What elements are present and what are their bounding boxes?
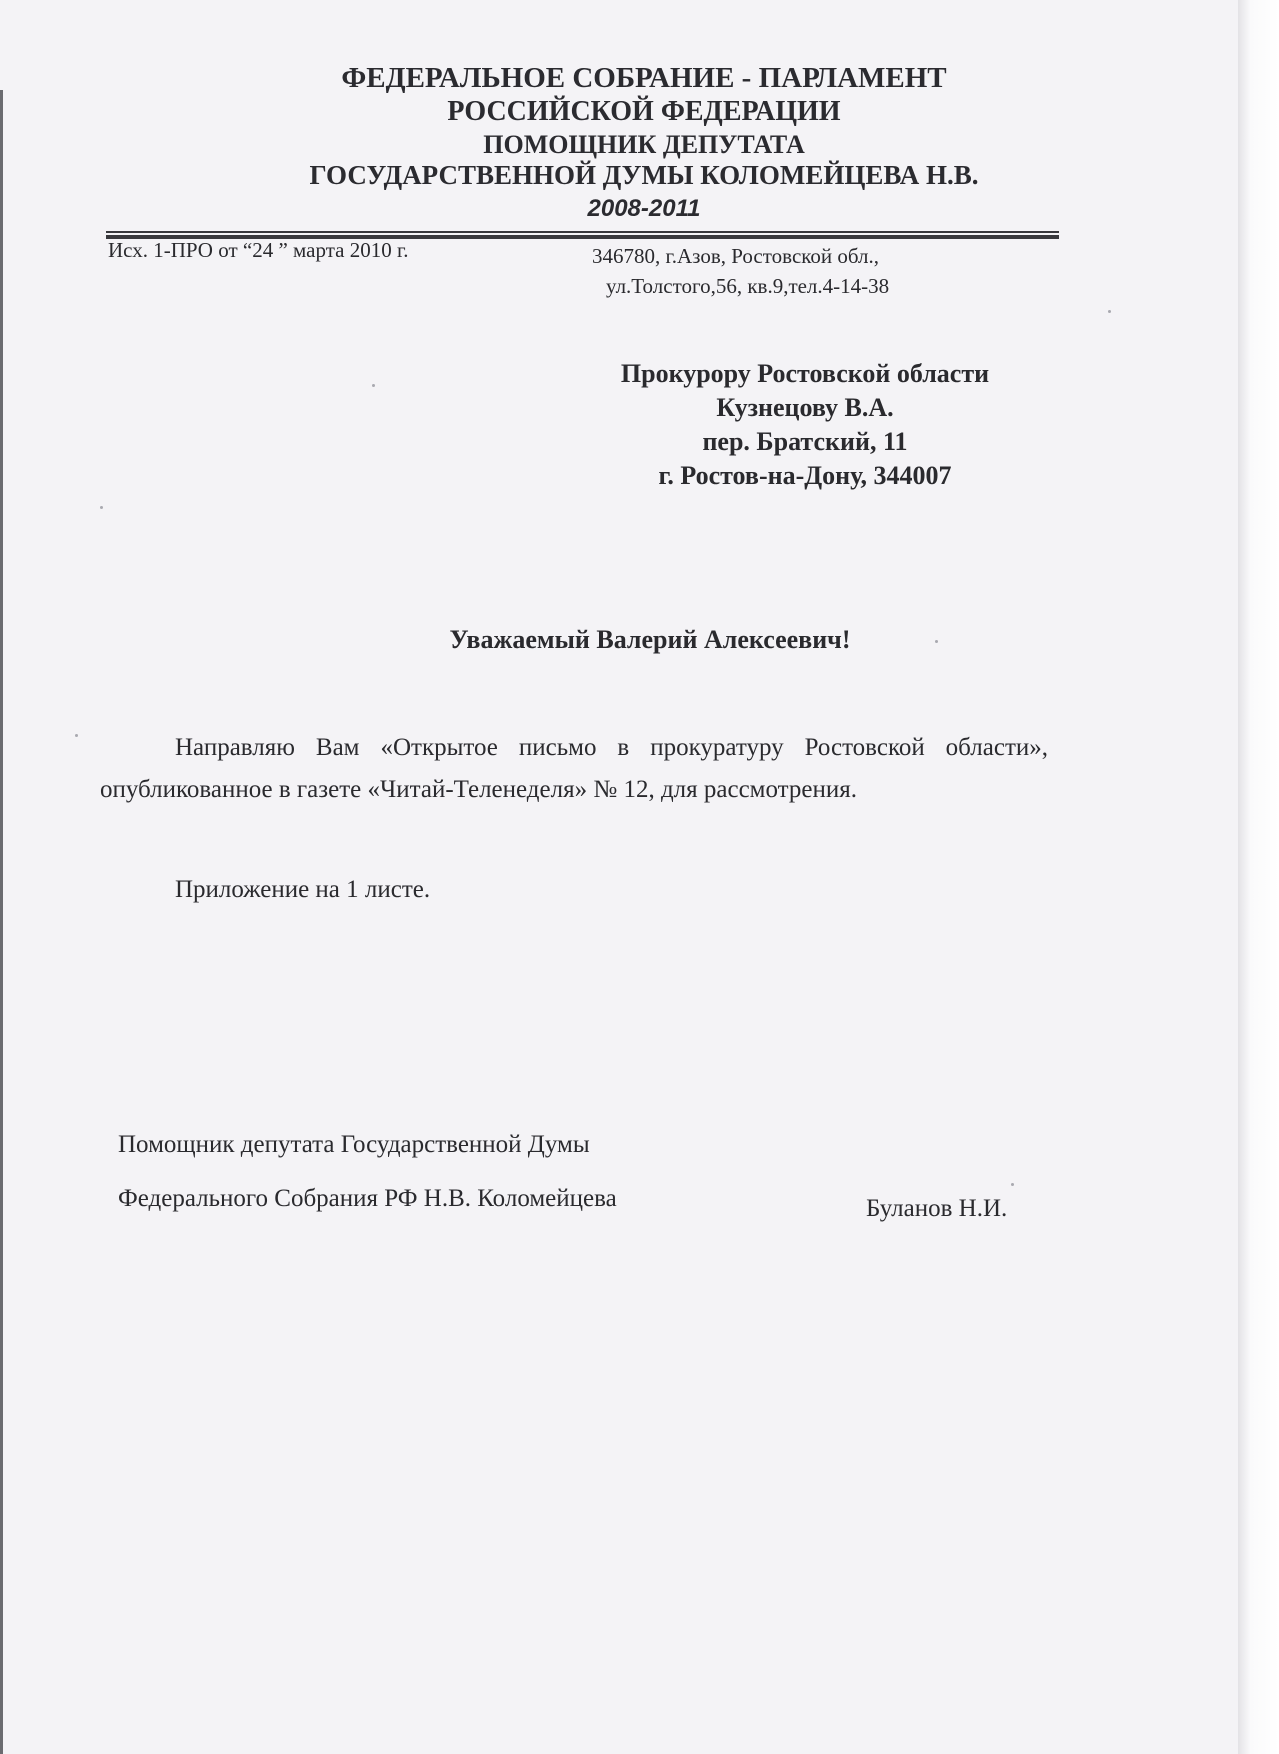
scan-speck	[935, 640, 938, 643]
recipient-line-1: Прокурору Ростовской области	[620, 359, 990, 388]
recipient-block	[580, 357, 1030, 493]
recipient-line-3: пер. Братский, 11	[702, 427, 908, 456]
scan-speck	[1011, 1183, 1014, 1186]
scan-speck	[75, 734, 78, 737]
scan-edge-shadow	[0, 90, 3, 1754]
header-line-2: РОССИЙСКОЙ ФЕДЕРАЦИИ	[447, 96, 841, 127]
header-line-1: ФЕДЕРАЛЬНОЕ СОБРАНИЕ - ПАРЛАМЕНТ	[341, 62, 947, 94]
recipient-line-2: Кузнецову В.А.	[716, 393, 894, 422]
scan-speck	[1108, 310, 1111, 313]
recipient-line-4: г. Ростов-на-Дону, 344007	[658, 461, 952, 490]
signer-name: Буланов Н.И.	[866, 1195, 1008, 1222]
signer-position-line-2: Федерального Собрания РФ Н.В. Коломейцева	[118, 1185, 617, 1212]
sender-address-line-1: 346780, г.Азов, Ростовской обл.,	[592, 244, 880, 268]
scan-speck	[100, 506, 103, 509]
letter-paragraph: Направляю Вам «Открытое письмо в прокуратуру Ростовской области», опубликованное в газете «Читай-Теленеделя» № 12, для рассмотрения.	[100, 734, 1048, 803]
attachment-note: Приложение на 1 листе.	[175, 876, 431, 903]
header-years: 2008-2011	[587, 195, 701, 222]
header-line-3: ПОМОЩНИК ДЕПУТАТА	[483, 130, 805, 159]
header-line-4: ГОСУДАРСТВЕННОЙ ДУМЫ КОЛОМЕЙЦЕВА Н.В.	[309, 160, 979, 190]
scan-right-margin	[1238, 0, 1279, 1754]
salutation: Уважаемый Валерий Алексеевич!	[449, 625, 851, 654]
signer-position-line-1: Помощник депутата Государственной Думы	[118, 1131, 590, 1158]
scan-speck	[372, 384, 375, 387]
outgoing-reference: Исх. 1-ПРО от “24 ” марта 2010 г.	[108, 238, 409, 262]
sender-address-line-2: ул.Толстого,56, кв.9,тел.4-14-38	[606, 274, 890, 298]
header-divider-thin	[106, 231, 1059, 233]
